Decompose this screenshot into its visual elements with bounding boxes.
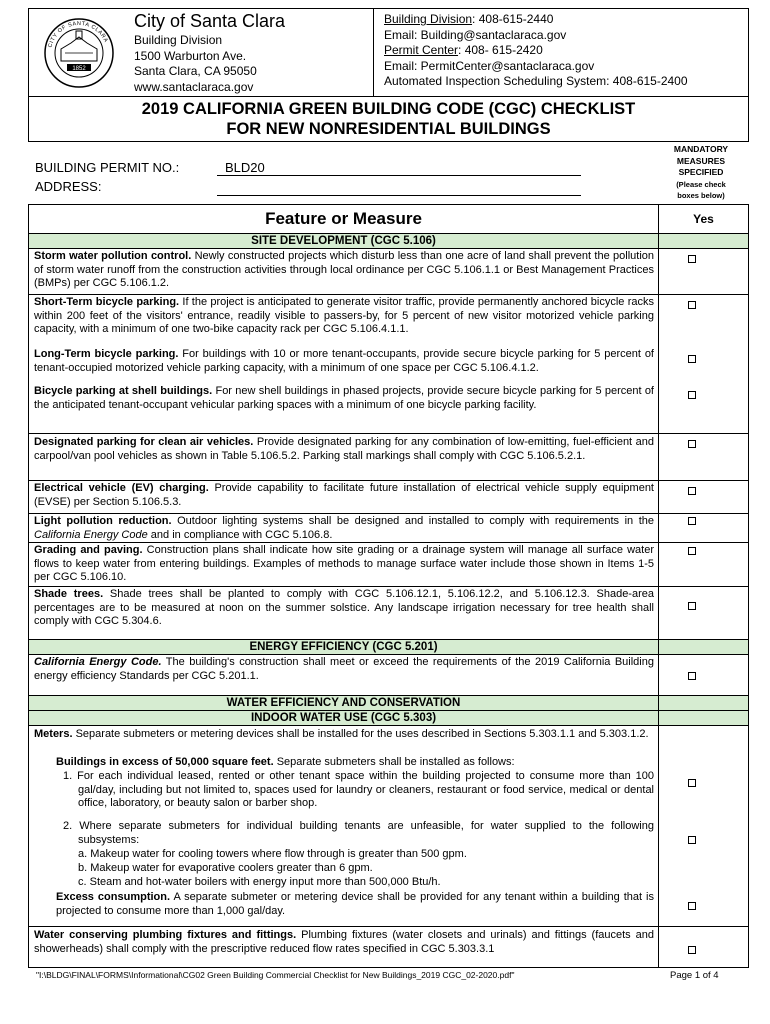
row-shell-bicycle: Bicycle parking at shell buildings. For new shell buildings in phased projects, provide secure bicycle parking for 5 percent of the anticipated tenant-occupant vehicular parking spaces with a minimum of one bicycle parking facility. [34,385,654,411]
checkbox-excess-consumption[interactable] [688,902,696,910]
permit-number-field[interactable]: BLD20 [217,160,581,176]
row-meters-item-2b: b. Makeup water for evaporative coolers greater than 6 gpm. [78,862,373,874]
city-name: City of Santa Clara [134,11,286,31]
section-indoor-water: INDOOR WATER USE (CGC 5.303) [29,711,658,725]
footer-file-path: "I:\BLDG\FINAL\FORMS\Informational\CG02 Green Building Commercial Checklist for New Buildings_2019 CGC_02-2020.pdf" [36,970,515,980]
checkbox-ev-charging[interactable] [688,487,696,495]
row-long-term-bicycle: Long-Term bicycle parking. For buildings with 10 or more tenant-occupants, provide secure bicycle parking for 5 percent of tenant-occupied motorized vehicle parking capacity, with a minimum of one space per CGC 5.106.4.1.2. [34,348,654,374]
row-meters-item-2c: c. Steam and hot-water boilers with energy input more than 500,000 Btu/h. [78,876,441,888]
mandatory-note-line: boxes below) [677,191,725,200]
row-meters-item-2a: a. Makeup water for cooling towers where flow through is greater than 500 gpm. [78,848,467,860]
address-line: Santa Clara, CA 95050 [134,64,257,78]
page-title [29,99,748,139]
permit-center-phone: : 408- 615-2420 [458,43,543,57]
address-line: Building Division [134,33,223,47]
permit-label: BUILDING PERMIT NO.: [35,160,180,175]
header-box [28,8,749,142]
row-meters-item-2: 2. Where separate submeters for individual building tenants are unfeasible, for water supplied to the following subsystems: [63,820,654,846]
row-light-pollution: Light pollution reduction. Outdoor lighting systems shall be designed and installed to comply with requirements in the California Energy Code and in compliance with CGC 5.106.8. [34,515,655,541]
row-shade-trees: Shade trees. Shade trees shall be planted to comply with CGC 5.106.12.1, 5.106.12.2, and 5.106.12.3. Shade-area percentages are to be measured at noon on the summer solstice. Any landscape irrigation necessary for tree health shall comply with CGC 5.304.6. [34,588,654,628]
mandatory-line: SPECIFIED [678,167,724,177]
row-meters: Meters. Separate submeters or metering devices shall be installed for the uses described in Sections 5.303.1.1 and 5.303.1.2. [34,728,649,740]
row-plumbing-fixtures: Water conserving plumbing fixtures and fittings. Plumbing fixtures (water closets and urinals) and fittings (faucets and showerheads) shall comply with the prescriptive reduced flow rates specified in CGC 5.303.3.1 [34,929,654,955]
checklist-table [28,204,749,968]
row-buildings-excess-50000: Buildings in excess of 50,000 square feet. Separate submeters shall be installed as follows: [56,756,515,768]
row-meters-item-1: 1. For each individual leased, rented or other tenant space within the building projected to consume more than 100 gal/day, including but not limited to, spaces used for laundry or cleaners, restaurant or food service, medical or dental office, laboratory, or beauty salon or barber shop. [63,770,654,810]
title-line-2: FOR NEW NONRESIDENTIAL BUILDINGS [226,120,551,138]
checkbox-short-term-bicycle[interactable] [688,301,696,309]
row-clean-air-parking: Designated parking for clean air vehicles. Provide designated parking for any combination of low-emitting, fuel-efficient and carpool/van pool vehicles as shown in Table 5.106.5.2. Parking stall markings shall comply with CGC 5.106.5.2.1. [34,436,654,462]
checkbox-shade-trees[interactable] [688,602,696,610]
row-storm-water: Storm water pollution control. Newly constructed projects which disturb less than one acre of land shall prevent the pollution of storm water runoff from the construction activities through local ordinance per CGC 5.106.1.1 or Best Management Practices (BMPs) per CGC 5.106.1.2. [34,250,654,290]
building-division-label: Building Division [384,12,473,26]
row-energy-code: California Energy Code. The building's construction shall meet or exceed the requirements of the 2019 California Building energy efficiency Standards per CGC 5.201.1. [34,656,654,682]
checkbox-long-term-bicycle[interactable] [688,355,696,363]
building-email[interactable]: Email: Building@santaclaraca.gov [384,27,567,42]
permit-center-label: Permit Center [384,43,459,57]
yes-column-header: Yes [693,212,714,226]
inspection-phone: Automated Inspection Scheduling System: 408-615-2400 [384,74,688,88]
building-division-phone: : 408-615-2440 [472,12,554,26]
address-label: ADDRESS: [35,179,102,194]
feature-column-header: Feature or Measure [265,209,422,228]
permit-email[interactable]: Email: PermitCenter@santaclaraca.gov [384,58,595,73]
header-divider [373,9,374,97]
checkbox-meters-item-1[interactable] [688,779,696,787]
seal-year: 1852 [72,66,86,72]
page-number: Page 1 of 4 [670,970,719,981]
row-short-term-bicycle: Short-Term bicycle parking. If the project is anticipated to generate visitor traffic, provide permanently anchored bicycle racks within 200 feet of the visitors' entrance, readily visible to passers-by, for 5 percent of new visitor motorized vehicle parking capacity, with a minimum of one two-bike capacity rack per CGC 5.106.4.1.1. [34,296,654,336]
checkbox-clean-air-parking[interactable] [688,440,696,448]
checkbox-plumbing-fixtures[interactable] [688,946,696,954]
checkbox-meters-item-2[interactable] [688,836,696,844]
contact-info [384,12,688,90]
address-field[interactable] [217,179,581,196]
mandatory-line: MEASURES [676,155,726,166]
division-address [134,33,257,95]
checkbox-shell-bicycle[interactable] [688,391,696,399]
mandatory-note [655,144,747,202]
row-excess-consumption: Excess consumption. A separate submeter or metering device shall be provided for any tenant within a building that is projected to consume more than 1,000 gal/day. [56,891,654,917]
checkbox-grading-paving[interactable] [688,547,696,555]
checkbox-energy-code[interactable] [688,672,696,680]
section-energy-efficiency: ENERGY EFFICIENCY (CGC 5.201) [29,640,658,654]
seal-ring-text: CITY OF SANTA CLARA [47,20,109,49]
address-line: 1500 Warburton Ave. [134,48,247,63]
city-seal-icon [43,17,115,89]
website-link[interactable]: www.santaclaraca.gov [134,79,254,94]
section-site-development: SITE DEVELOPMENT (CGC 5.106) [29,234,658,248]
row-ev-charging: Electrical vehicle (EV) charging. Provide capability to facilitate future installation of electrical vehicle supply equipment (EVSE) per Section 5.106.5.3. [34,482,654,508]
row-grading-paving: Grading and paving. Construction plans shall indicate how site grading or a drainage system will manage all surface water flows to keep water from entering buildings. Examples of methods to manage surface water include those shown in Items 1-5 per CGC 5.106.10. [34,544,655,584]
mandatory-note-line: (Please check [676,179,726,189]
mandatory-line: MANDATORY [673,144,729,154]
title-line-1: 2019 CALIFORNIA GREEN BUILDING CODE (CGC) CHECKLIST [141,100,636,118]
checkbox-light-pollution[interactable] [688,517,696,525]
section-water-efficiency: WATER EFFICIENCY AND CONSERVATION [29,696,658,710]
checkbox-storm-water[interactable] [688,255,696,263]
